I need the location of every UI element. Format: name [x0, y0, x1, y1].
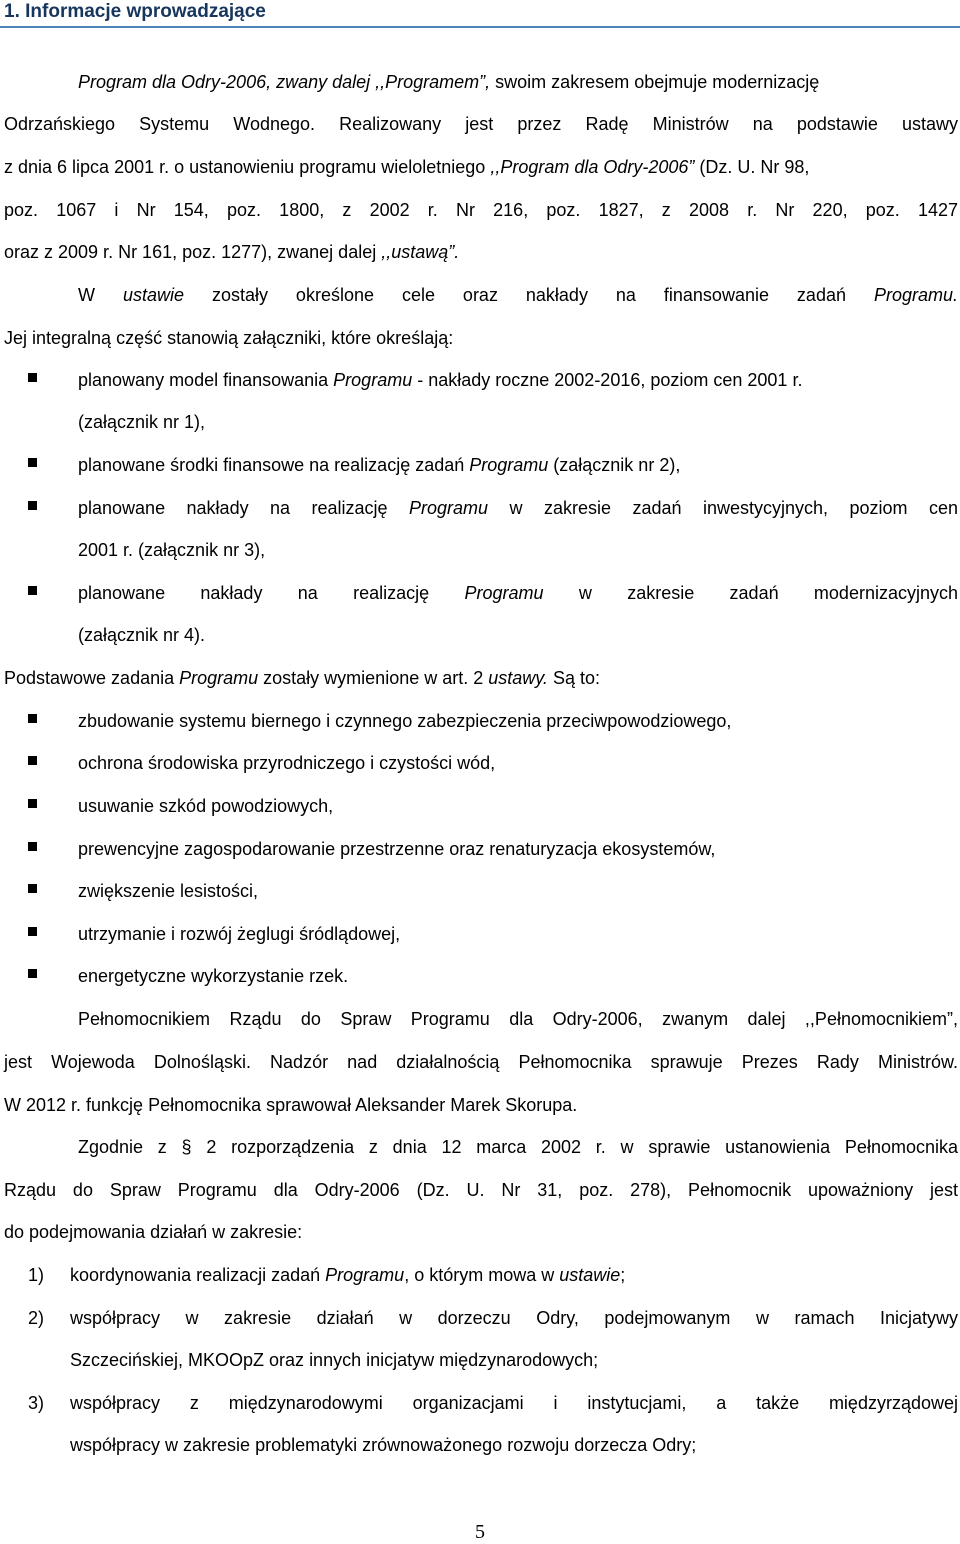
paragraph-5-line-3: do podejmowania działań w zakresie:: [4, 1222, 303, 1242]
paragraph-3: Podstawowe zadania Programu zostały wymienione w art. 2 ustawy. Są to:: [4, 668, 600, 688]
paragraph-4-line-2: jest Wojewoda Dolnośląski. Nadzór nad działalnością Pełnomocnika sprawuje Prezes Rady Ministrów.: [4, 1052, 958, 1072]
bullet-icon: [28, 373, 37, 382]
list-item: usuwanie szkód powodziowych,: [78, 796, 334, 816]
list-item: prewencyjne zagospodarowanie przestrzenne oraz renaturyzacja ekosystemów,: [78, 839, 716, 859]
paragraph-2-line-1: W ustawie zostały określone cele oraz nakłady na finansowanie zadań Programu.: [78, 285, 958, 305]
list-item: utrzymanie i rozwój żeglugi śródlądowej,: [78, 924, 401, 944]
list-item: planowane środki finansowe na realizację zadań Programu (załącznik nr 2),: [78, 455, 681, 475]
list-number: 1): [28, 1265, 45, 1285]
numbered-item-continuation: współpracy w zakresie problematyki zrównoważonego rozwoju dorzecza Odry;: [70, 1435, 697, 1455]
page-number: 5: [475, 1521, 485, 1543]
paragraph-4-line-1: Pełnomocnikiem Rządu do Spraw Programu dla Odry-2006, zwanym dalej ,,Pełnomocnikiem”,: [78, 1009, 958, 1029]
list-item: energetyczne wykorzystanie rzek.: [78, 966, 349, 986]
paragraph-1-line-5: oraz z 2009 r. Nr 161, poz. 1277), zwanej dalej ,,ustawą”.: [4, 242, 460, 262]
list-item-continuation: (załącznik nr 4).: [78, 625, 206, 645]
paragraph-4-line-3: W 2012 r. funkcję Pełnomocnika sprawował Aleksander Marek Skorupa.: [4, 1095, 578, 1115]
list-item: planowane nakłady na realizację Programu w zakresie zadań inwestycyjnych, poziom cen: [78, 498, 958, 518]
paragraph-1-line-2: Odrzańskiego Systemu Wodnego. Realizowany jest przez Radę Ministrów na podstawie ustawy: [4, 114, 958, 134]
list-item-continuation: 2001 r. (załącznik nr 3),: [78, 540, 266, 560]
bullet-icon: [28, 842, 37, 851]
section-heading-text: 1. Informacje wprowadzające: [4, 1, 266, 22]
paragraph-1-line-4: poz. 1067 i Nr 154, poz. 1800, z 2002 r. Nr 216, poz. 1827, z 2008 r. Nr 220, poz. 1427: [4, 200, 958, 220]
list-item: planowane nakłady na realizację Programu w zakresie zadań modernizacyjnych: [78, 583, 958, 603]
list-number: 2): [28, 1308, 45, 1328]
bullet-icon: [28, 501, 37, 510]
bullet-icon: [28, 884, 37, 893]
list-item: zbudowanie systemu biernego i czynnego zabezpieczenia przeciwpowodziowego,: [78, 711, 732, 731]
numbered-item: współpracy z międzynarodowymi organizacjami i instytucjami, a także międzyrządowej: [70, 1393, 958, 1413]
list-item-continuation: (załącznik nr 1),: [78, 412, 206, 432]
bullet-icon: [28, 458, 37, 467]
bullet-icon: [28, 756, 37, 765]
numbered-item-continuation: Szczecińskiej, MKOOpZ oraz innych inicjatyw międzynarodowych;: [70, 1350, 599, 1370]
bullet-icon: [28, 586, 37, 595]
bullet-icon: [28, 799, 37, 808]
paragraph-2-line-2: Jej integralną część stanowią załączniki, które określają:: [4, 328, 454, 348]
section-heading: [0, 0, 960, 28]
bullet-icon: [28, 927, 37, 936]
bullet-icon: [28, 714, 37, 723]
program-name: Program dla Odry-2006, zwany dalej ,,Programem”,: [78, 72, 491, 92]
paragraph-5-line-2: Rządu do Spraw Programu dla Odry-2006 (Dz. U. Nr 31, poz. 278), Pełnomocnik upoważniony jest: [4, 1180, 958, 1200]
list-item: planowany model finansowania Programu - nakłady roczne 2002-2016, poziom cen 2001 r.: [78, 370, 803, 390]
paragraph-1-line-1: Program dla Odry-2006, zwany dalej ,,Programem”, swoim zakresem obejmuje modernizację: [78, 72, 820, 92]
numbered-item: koordynowania realizacji zadań Programu, o którym mowa w ustawie;: [70, 1265, 626, 1285]
list-item: zwiększenie lesistości,: [78, 881, 259, 901]
paragraph-5-line-1: Zgodnie z § 2 rozporządzenia z dnia 12 marca 2002 r. w sprawie ustanowienia Pełnomocnika: [78, 1137, 958, 1157]
list-item: ochrona środowiska przyrodniczego i czystości wód,: [78, 753, 496, 773]
numbered-item: współpracy w zakresie działań w dorzeczu Odry, podejmowanym w ramach Inicjatywy: [70, 1308, 958, 1328]
list-number: 3): [28, 1393, 45, 1413]
bullet-icon: [28, 969, 37, 978]
paragraph-1-line-3: z dnia 6 lipca 2001 r. o ustanowieniu programu wieloletniego ,,Program dla Odry-2006” (Dz. U. Nr 98,: [4, 157, 810, 177]
